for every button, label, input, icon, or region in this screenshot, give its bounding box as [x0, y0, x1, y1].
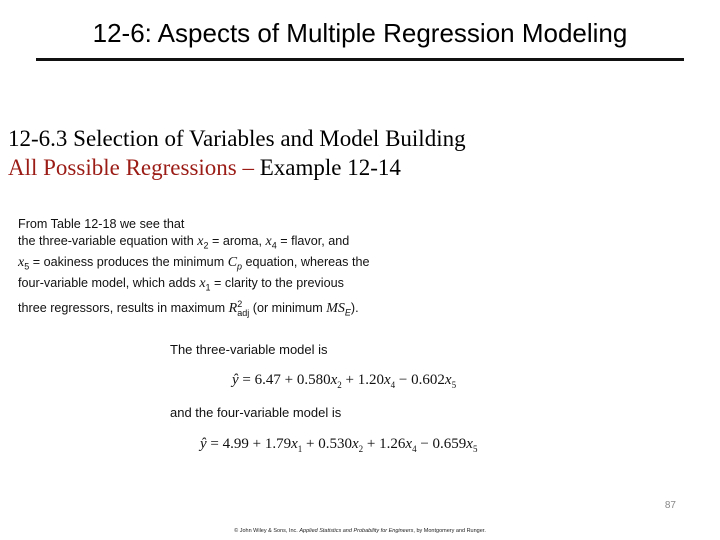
section-heading	[8, 124, 466, 182]
three-variable-label: The three-variable model is	[170, 342, 328, 357]
paragraph-line-2: the three-variable equation with $x_2$ = aroma, $x_4$ = flavor, and	[18, 233, 350, 251]
four-variable-equation: ŷ = $4.99 + 1.79x_1 + 0.530x_2 + 1.26x_4 - 0.659x_5$	[200, 436, 478, 454]
section-heading-red-text: All Possible Regressions –	[8, 155, 254, 180]
paragraph-line-4: four-variable model, which adds $x_1$ = clarity to the previous	[18, 275, 344, 293]
three-variable-equation: ŷ = $6.47 + 0.580x_2 + 1.20x_4 - 0.602x_5$	[232, 372, 457, 390]
paragraph-line-3: $x_5$ = oakiness produces the minimum $C_p$ equation, whereas the	[18, 254, 370, 272]
four-variable-label: and the four-variable model is	[170, 405, 342, 420]
slide-title: 12-6: Aspects of Multiple Regression Modeling	[92, 18, 628, 48]
section-heading-example: Example 12-14	[253, 155, 401, 180]
section-heading-line1: 12-6.3 Selection of Variables and Model Building	[8, 126, 466, 151]
page-number: 87	[664, 500, 676, 511]
copyright-footer: © John Wiley & Sons, Inc. Applied Statistics and Probability for Engineers, by Montgomery and Runger.	[234, 528, 486, 534]
explanation-paragraph	[18, 216, 418, 321]
title-underline	[36, 58, 684, 61]
paragraph-line-1: From Table 12-18 we see that	[18, 217, 185, 231]
section-heading-line2	[8, 153, 466, 182]
paragraph-line-5: three regressors, results in maximum $R^2_{adj}$ (or minimum $MS_E$).	[18, 298, 359, 318]
